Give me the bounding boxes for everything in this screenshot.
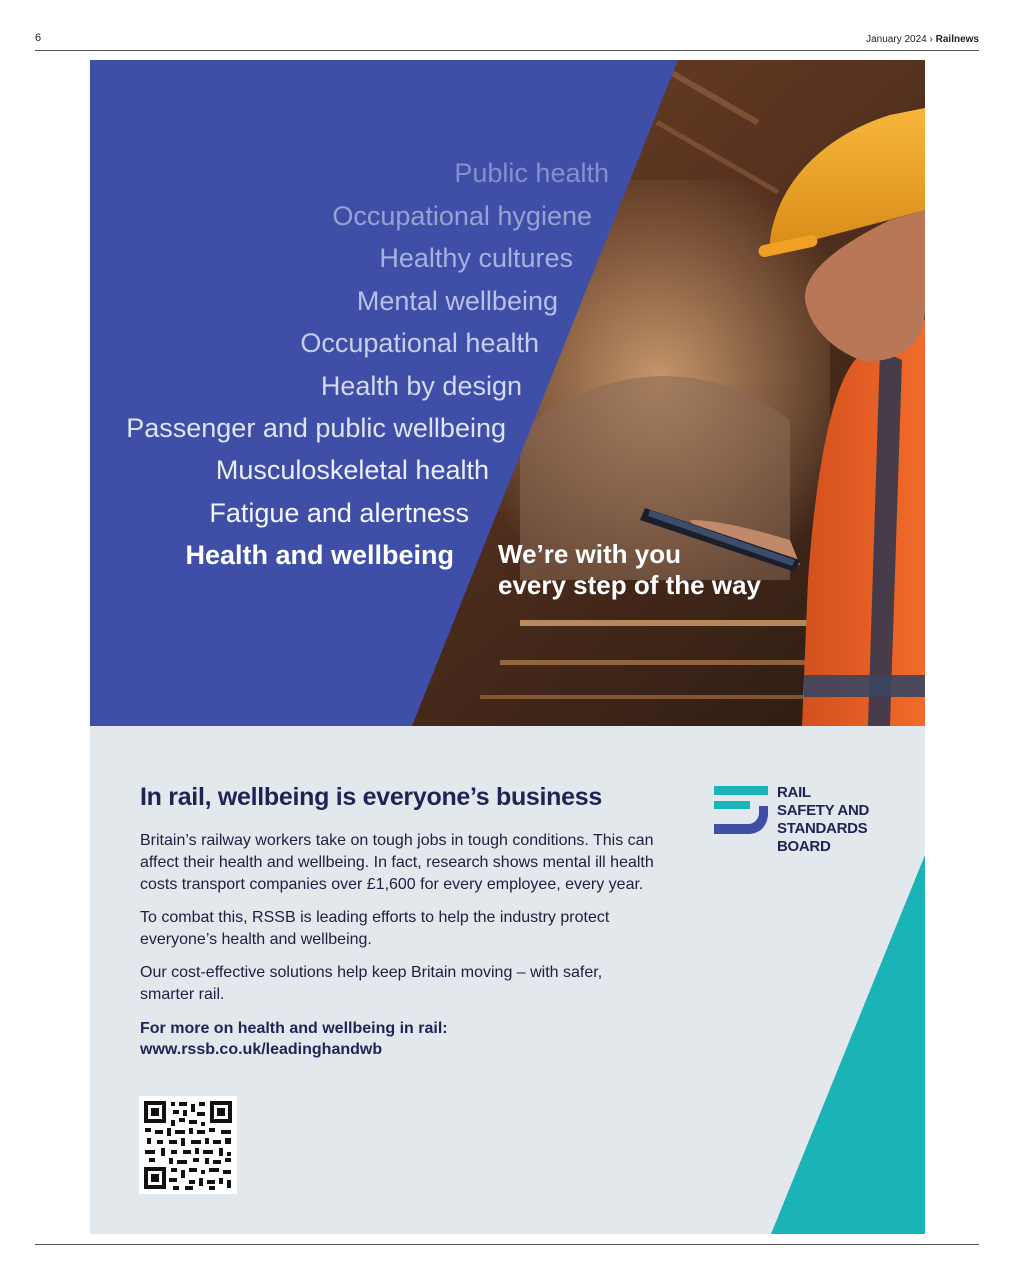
cta-url-link[interactable]: www.rssb.co.uk/leadinghandwb [140,1041,383,1058]
issue-date: January 2024 [866,34,927,45]
body-paragraph: Our cost-effective solutions help keep Britain moving – with safer, smarter rail. [140,964,603,1003]
topic-item: Healthy cultures [379,243,573,273]
logo-line: BOARD [777,838,831,855]
tagline-line: every step of the way [498,570,761,600]
topic-item: Occupational health [300,328,539,358]
tagline-line: We’re with you [498,539,681,569]
rssb-logo [714,784,904,864]
topic-item: Passenger and public wellbeing [126,413,506,443]
logo-line: RAIL [777,784,811,801]
rssb-logo-wordmark [777,784,869,856]
topic-item-highlight: Health and wellbeing [185,540,454,570]
hero-tagline [498,539,761,601]
chevron-right-icon: › [929,34,933,45]
header-issue-info [866,34,979,45]
topic-item: Occupational hygiene [332,201,592,231]
qr-code-icon[interactable] [139,1096,237,1194]
topic-item: Mental wellbeing [356,286,558,316]
rssb-advertisement [90,60,925,1234]
hero-section [90,60,925,726]
rssb-logo-mark-icon [714,786,770,836]
body-paragraph: Britain’s railway workers take on tough jobs in tough conditions. This can affect their health and wellbeing. In fact, research shows mental ill health costs transport companies over £1,600 for every employee, every year. [140,832,654,893]
page-footer-rule [35,1244,979,1245]
body-paragraph: To combat this, RSSB is leading efforts to help the industry protect everyone’s health and wellbeing. [140,909,610,948]
topic-item: Fatigue and alertness [209,498,469,528]
page-number: 6 [35,32,42,44]
qr-code-graphic [139,1096,237,1194]
topic-item: Musculoskeletal health [215,455,489,485]
cta-label: For more on health and wellbeing in rail: [140,1020,448,1037]
ad-headline: In rail, wellbeing is everyone’s business [140,783,602,811]
call-to-action [140,1018,660,1060]
logo-line: STANDARDS [777,820,868,837]
page-header [35,32,979,51]
logo-line: SAFETY AND [777,802,870,819]
topic-item: Health by design [320,371,522,401]
body-copy [140,783,660,1060]
publication-name: Railnews [935,34,979,45]
topic-item: Public health [454,158,609,188]
wellbeing-topic-list [90,60,925,726]
